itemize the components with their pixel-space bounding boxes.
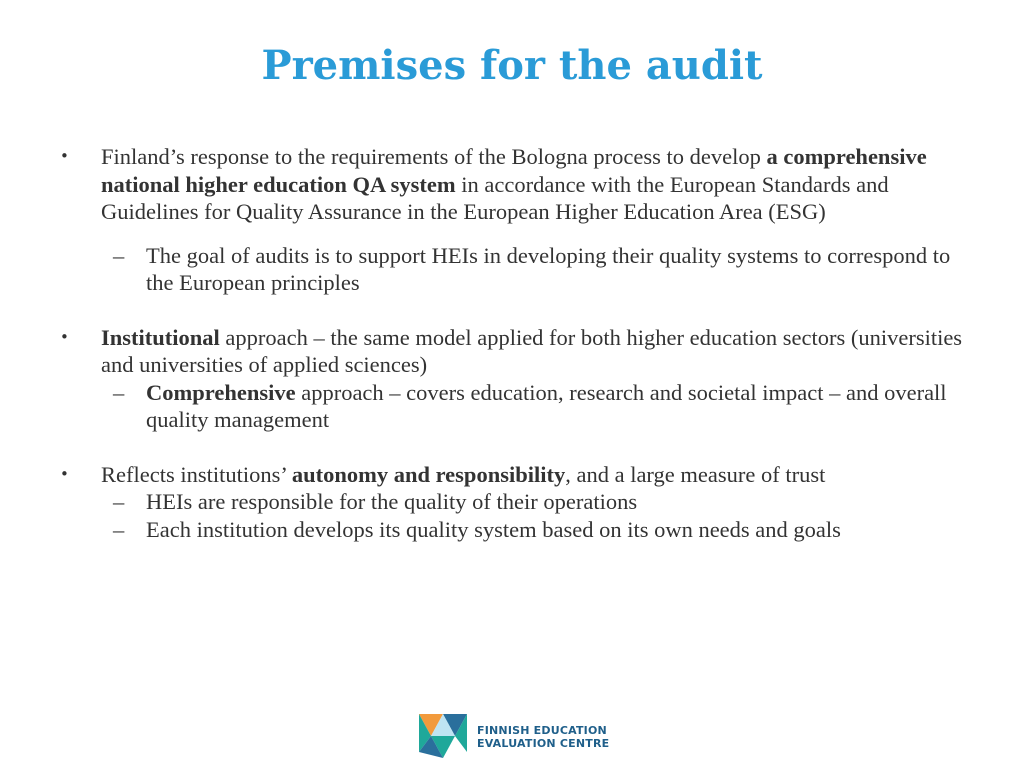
sub-bullet-item [60,242,965,297]
bullet-text: Reflects institutions’ [101,461,292,487]
bullet-item [60,143,965,226]
bullet-text: approach – the same model applied for both higher education sectors (universities and universities of applied sciences) [101,324,963,377]
slide-title: Premises for the audit [261,42,763,89]
bullet-list [60,143,965,543]
sub-bullet-text: The goal of audits is to support HEIs in developing their quality systems to correspond to the European principles [146,242,951,295]
triangle-logo-icon [415,712,471,760]
sub-bullet-marker: – [113,379,125,405]
logo-text-line: EVALUATION CENTRE [477,737,610,750]
organization-logo [415,712,615,762]
sub-bullet-item [60,488,965,516]
bullet-text: Finland’s response to the requirements of the Bologna process to develop [101,144,767,169]
bullet-bold-text: Institutional [101,324,220,350]
logo-wordmark [477,724,609,750]
sub-bullet-item [60,379,965,434]
sub-bullet-text: approach – covers education, research and societal impact – and overall quality management [146,379,947,432]
bullet-marker: • [60,464,69,483]
logo-text-line: FINNISH EDUCATION [477,724,607,737]
bullet-marker: • [60,327,69,346]
bullet-text: in accordance with the European Standards and Guidelines for Quality Assurance in the European Higher Education Area (ESG) [101,171,889,224]
sub-bullet-text: HEIs are responsible for the quality of their operations [146,489,638,514]
bullet-text: , and a large measure of trust [565,461,826,487]
sub-bullet-marker: – [113,489,125,514]
bullet-bold-text: a comprehensive national higher education QA system [101,144,927,197]
bullet-item [60,324,965,379]
sub-bullet-marker: – [113,242,125,268]
sub-bullet-marker: – [113,516,125,542]
sub-bullet-bold-text: Comprehensive [146,379,296,405]
bullet-item [60,461,965,489]
bullet-marker: • [60,147,69,165]
bullet-bold-text: autonomy and responsibility [291,461,566,487]
sub-bullet-item [60,516,965,544]
sub-bullet-text: Each institution develops its quality system based on its own needs and goals [146,516,841,542]
